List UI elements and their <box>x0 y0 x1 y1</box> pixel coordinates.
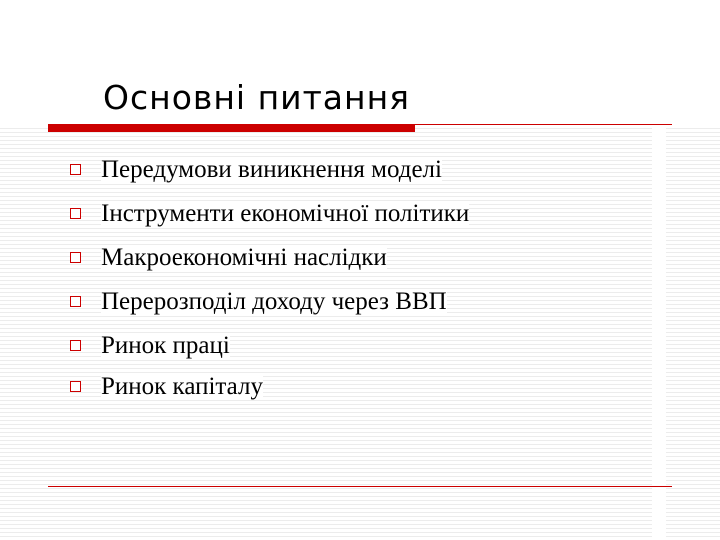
bullet-item <box>70 374 263 399</box>
bullet-item <box>70 157 442 182</box>
bullet-text: Макроекономічні наслідки <box>101 244 387 271</box>
bullet-text: Ринок капіталу <box>101 373 263 400</box>
hollow-square-bullet-icon <box>70 164 81 175</box>
bullet-text: Перерозподіл доходу через ВВП <box>101 288 447 315</box>
bullet-text: Передумови виникнення моделі <box>101 156 442 183</box>
hollow-square-bullet-icon <box>70 381 81 392</box>
striped-background-right <box>666 128 720 540</box>
bullet-text: Інструменти економічної політики <box>101 200 470 227</box>
slide-title: Основні питання <box>103 78 411 117</box>
bullet-item <box>70 201 469 226</box>
bullet-item <box>70 289 447 314</box>
hollow-square-bullet-icon <box>70 340 81 351</box>
title-accent-bar <box>48 124 415 132</box>
title-rule <box>415 124 672 125</box>
hollow-square-bullet-icon <box>70 252 81 263</box>
footer-rule <box>48 486 672 487</box>
bullet-item <box>70 333 230 358</box>
hollow-square-bullet-icon <box>70 208 81 219</box>
hollow-square-bullet-icon <box>70 296 81 307</box>
bullet-item <box>70 245 387 270</box>
bullet-text: Ринок праці <box>101 332 230 359</box>
